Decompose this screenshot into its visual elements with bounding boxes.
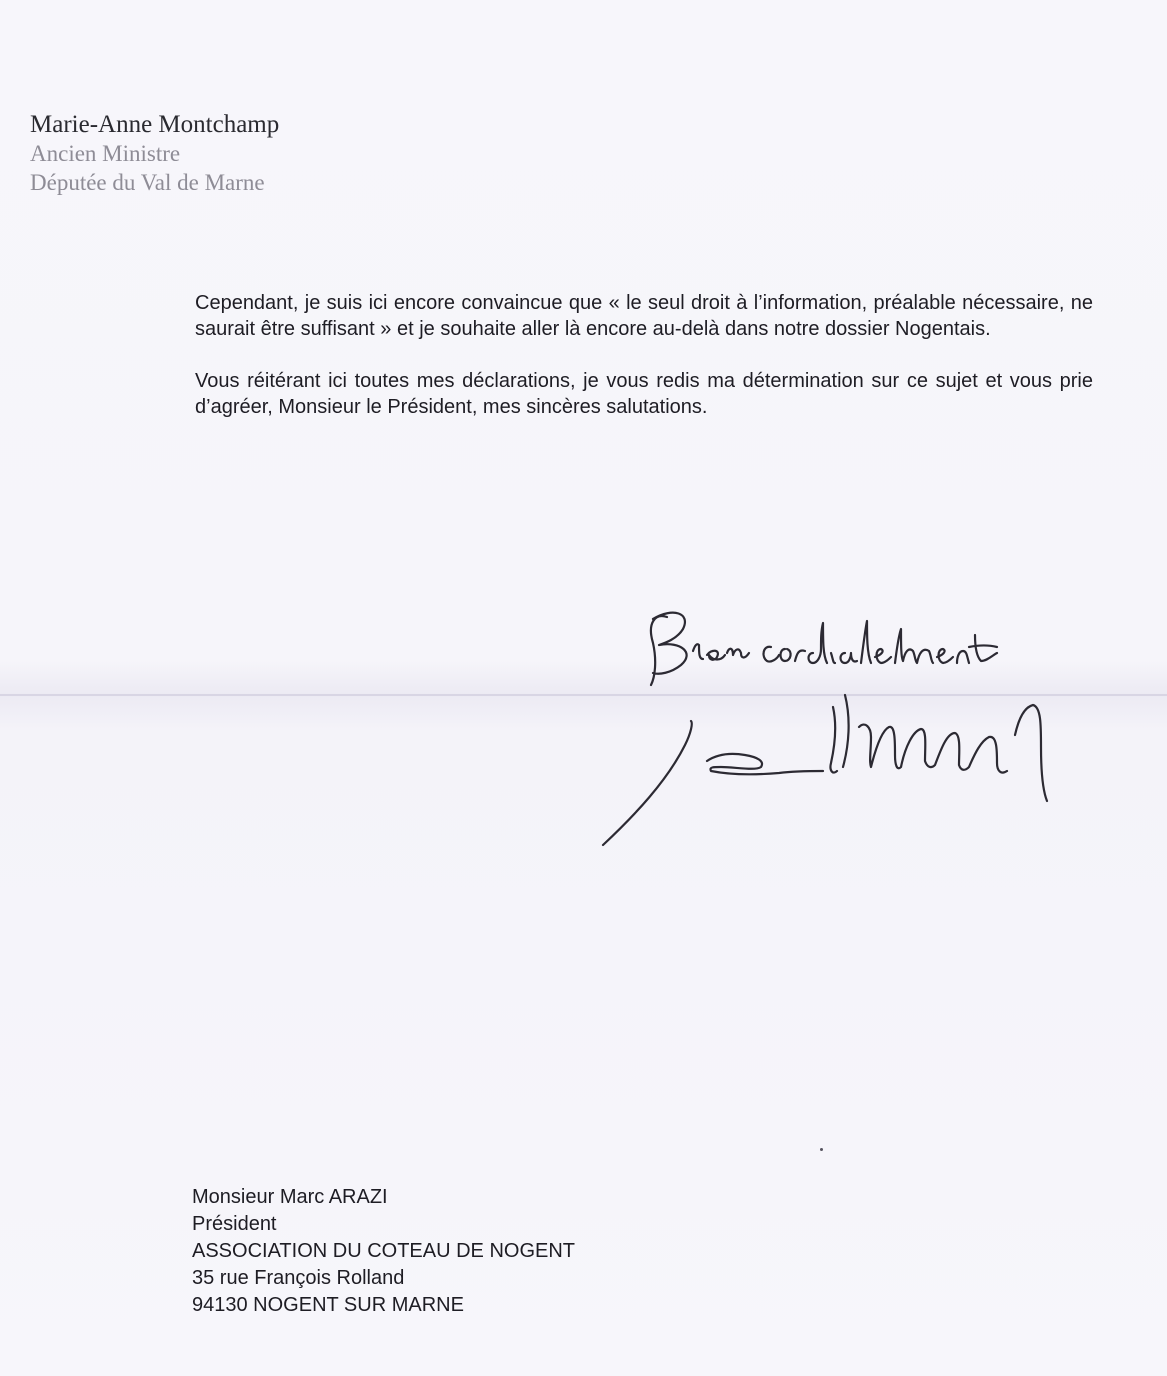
sender-title-2: Députée du Val de Marne (30, 170, 265, 195)
recipient-city: 94130 NOGENT SUR MARNE (192, 1294, 464, 1316)
body-paragraph-2: Vous réitérant ici toutes mes déclarations, je vous redis ma détermination sur ce sujet et vous prie d’agréer, Monsieur le Président, mes sincères salutations. (195, 370, 1093, 418)
recipient-street: 35 rue François Rolland (192, 1267, 405, 1289)
recipient-organization: ASSOCIATION DU COTEAU DE NOGENT (192, 1240, 575, 1262)
sender-title-1: Ancien Ministre (30, 141, 181, 166)
letter-body (195, 290, 1093, 420)
handwritten-signature (595, 595, 1065, 865)
recipient-address (192, 1184, 575, 1319)
recipient-title: Président (192, 1213, 277, 1235)
ink-dot-mark (820, 1148, 823, 1151)
recipient-name: Monsieur Marc ARAZI (192, 1186, 388, 1208)
signature-drawing (595, 595, 1065, 865)
sender-name: Marie-Anne Montchamp (30, 111, 280, 138)
body-paragraph-1: Cependant, je suis ici encore convaincue que « le seul droit à l’information, préalable nécessaire, ne saurait être suffisant » et je souhaite aller là encore au-delà dans notre dossier Nogentais. (195, 292, 1093, 340)
letterhead (30, 110, 279, 197)
